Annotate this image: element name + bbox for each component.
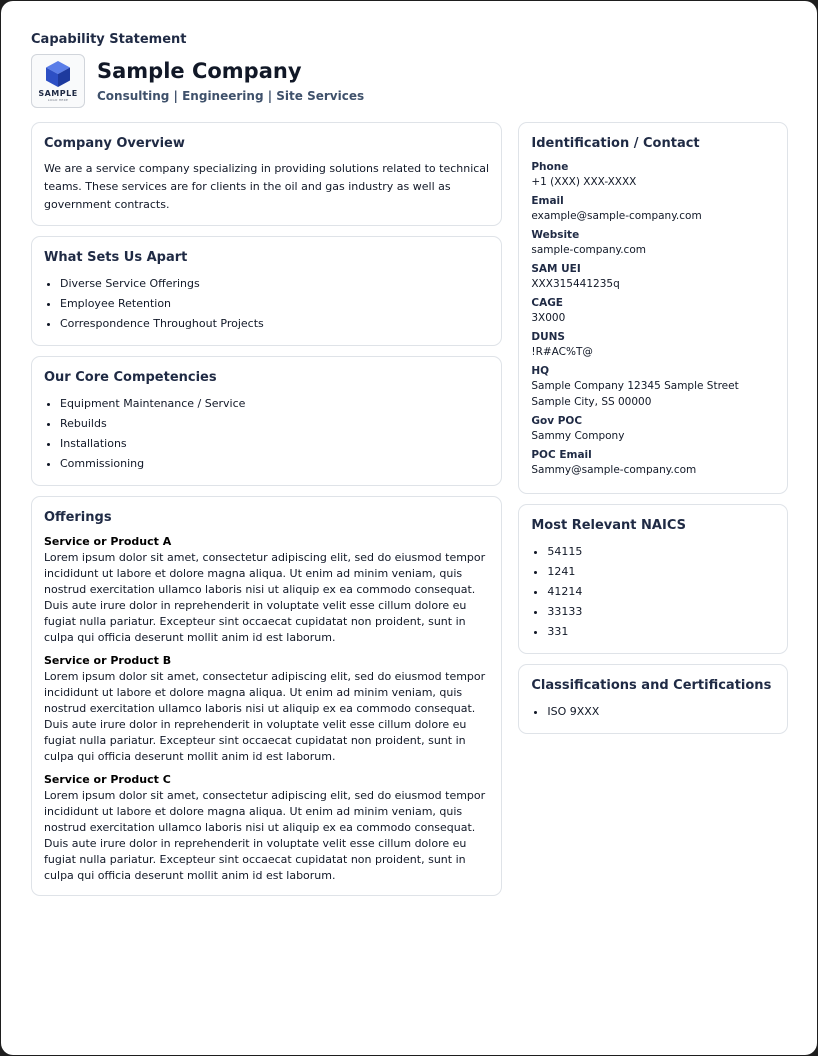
card-title: Identification / Contact [531,136,700,151]
company-header [31,54,788,108]
card-title: Most Relevant NAICS [531,518,686,533]
field-label: DUNS [531,331,565,343]
certs-list [531,702,775,722]
offering-item [44,534,489,646]
card-title: Company Overview [44,136,185,151]
card-title: Our Core Competencies [44,370,217,385]
field-value: XXX315441235q [531,278,620,290]
offering-name: Service or Product A [44,535,172,548]
list-item: • 33133 [547,602,775,622]
company-overview-card [31,122,502,226]
list-item: • Equipment Maintenance / Service [60,394,489,414]
list-item: • Correspondence Throughout Projects [60,314,489,334]
list-item: • ISO 9XXX [547,702,775,722]
field-label: Email [531,195,564,207]
field-value: sample-company.com [531,244,646,256]
offering-name: Service or Product C [44,773,171,786]
offering-description: Lorem ipsum dolor sit amet, consectetur adipiscing elit, sed do eiusmod tempor incididunt ut labore et dolore magna aliqua. Ut enim ad minim veniam, quis nostrud exercitation ullamco laboris nisi ut aliquip ex ea commodo consequat. Duis aute irure dolor in reprehenderit in voluptate velit esse cillum dolore eu fugiat nulla pariatur. Excepteur sint occaecat cupidatat non proident, sunt in culpa qui officia deserunt mollit anim id est laborum. [44,789,486,882]
offering-description: Lorem ipsum dolor sit amet, consectetur adipiscing elit, sed do eiusmod tempor incididunt ut labore et dolore magna aliqua. Ut enim ad minim veniam, quis nostrud exercitation ullamco laboris nisi ut aliquip ex ea commodo consequat. Duis aute irure dolor in reprehenderit in voluptate velit esse cillum dolore eu fugiat nulla pariatur. Excepteur sint occaecat cupidatat non proident, sunt in culpa qui officia deserunt mollit anim id est laborum. [44,670,486,763]
left-column [31,122,502,906]
contact-field-duns [531,330,775,360]
logo-text: SAMPLE [38,89,78,98]
field-value: 3X000 [531,312,566,324]
document-label: Capability Statement [31,32,187,47]
contact-field-gov-poc [531,414,775,444]
offering-name: Service or Product B [44,654,172,667]
contact-field-email [531,194,775,224]
field-value: Sample Company 12345 Sample Street Sample City, SS 00000 [531,380,739,408]
contact-field-cage [531,296,775,326]
card-title: Offerings [44,510,112,525]
field-label: Phone [531,161,569,173]
classifications-certifications-card [518,664,788,734]
contact-field-hq [531,364,775,410]
field-label: Gov POC [531,415,583,427]
capability-statement-page [1,1,817,1055]
list-item: • Diverse Service Offerings [60,274,489,294]
company-logo [31,54,85,108]
company-title-block [97,58,364,104]
offering-description: Lorem ipsum dolor sit amet, consectetur adipiscing elit, sed do eiusmod tempor incididunt ut labore et dolore magna aliqua. Ut enim ad minim veniam, quis nostrud exercitation ullamco laboris nisi ut aliquip ex ea commodo consequat. Duis aute irure dolor in reprehenderit in voluptate velit esse cillum dolore eu fugiat nulla pariatur. Excepteur sint occaecat cupidatat non proident, sunt in culpa qui officia deserunt mollit anim id est laborum. [44,551,486,644]
list-item: • Installations [60,434,489,454]
contact-field-poc-email [531,448,775,478]
field-label: Website [531,229,580,241]
field-value: Sammy Compony [531,430,625,442]
content-columns [31,122,788,906]
field-value: example@sample-company.com [531,210,702,222]
list-item: • Commissioning [60,454,489,474]
field-label: SAM UEI [531,263,581,275]
naics-card [518,504,788,654]
list-item: • 331 [547,622,775,642]
offering-item [44,772,489,884]
list-item: • Rebuilds [60,414,489,434]
right-column [518,122,788,744]
field-value: !R#AC%T@ [531,346,593,358]
identification-contact-card [518,122,788,494]
cube-logo-icon [45,60,71,88]
core-competencies-card [31,356,502,486]
contact-field-website [531,228,775,258]
field-value: +1 (XXX) XXX-XXXX [531,176,637,188]
offerings-card [31,496,502,896]
card-title: What Sets Us Apart [44,250,188,265]
company-name: Sample Company [97,59,302,83]
card-title: Classifications and Certifications [531,678,772,693]
list-item: • 41214 [547,582,775,602]
field-label: CAGE [531,297,563,309]
naics-list [531,542,775,642]
apart-list [44,274,489,334]
field-label: HQ [531,365,550,377]
list-item: • 54115 [547,542,775,562]
list-item: • 1241 [547,562,775,582]
competencies-list [44,394,489,474]
company-tagline: Consulting | Engineering | Site Services [97,89,365,103]
contact-field-sam-uei [531,262,775,292]
logo-subtext: LOGO HERE [47,98,69,102]
overview-text: We are a service company specializing in providing solutions related to technical teams. These services are for clients in the oil and gas industry as well as government contracts. [44,162,490,211]
sets-us-apart-card [31,236,502,346]
list-item: • Employee Retention [60,294,489,314]
contact-field-phone [531,160,775,190]
field-value: Sammy@sample-company.com [531,464,697,476]
offering-item [44,653,489,765]
field-label: POC Email [531,449,592,461]
